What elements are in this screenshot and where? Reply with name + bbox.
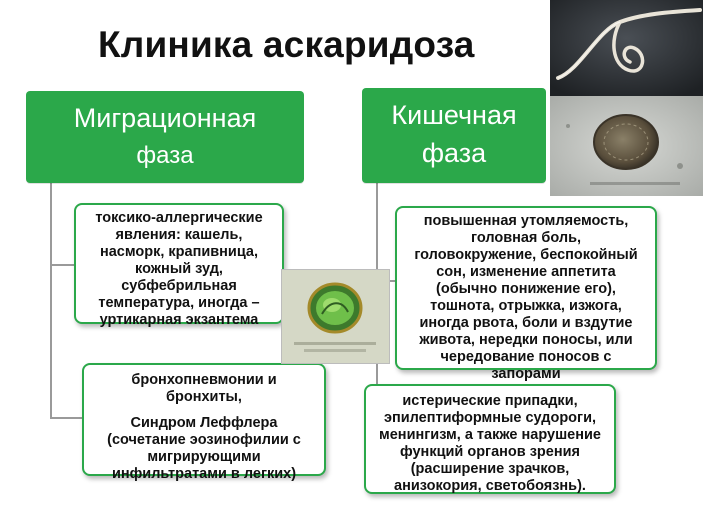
larva-microscope-photo bbox=[281, 269, 390, 364]
card-line: тошнота, отрыжка, изжога, bbox=[430, 298, 622, 314]
intestinal-phase-header bbox=[362, 88, 546, 183]
card-line: мигрирующими bbox=[147, 449, 261, 465]
card-line: живота, нередки поносы, или bbox=[419, 332, 633, 348]
card-line: повышенная утомляемость, bbox=[423, 213, 629, 229]
card-line: истерические припадки, bbox=[402, 393, 578, 409]
migration-phase-header bbox=[26, 91, 304, 183]
card-line: субфебрильная bbox=[121, 278, 237, 294]
card-line: (расширение зрачков, bbox=[410, 461, 570, 477]
card-line: уртикарная экзантема bbox=[99, 312, 259, 328]
card-line: функций органов зрения bbox=[400, 444, 580, 460]
connector-left-branch-1 bbox=[50, 264, 76, 266]
intestinal-symptoms-card bbox=[395, 206, 657, 382]
card-line: бронхиты, bbox=[166, 389, 242, 405]
page-title: Клиника аскаридоза bbox=[98, 24, 475, 65]
lung-symptoms-card bbox=[82, 363, 326, 482]
ascaris-egg-photo bbox=[550, 96, 703, 196]
card-line: анизокория, светобоязнь). bbox=[394, 478, 586, 494]
card-line: запорами bbox=[491, 366, 561, 382]
card-line: головная боль, bbox=[470, 230, 582, 246]
card-line: температура, иногда – bbox=[98, 295, 260, 311]
card-line: сон, изменение аппетита bbox=[436, 264, 616, 280]
card-line: (обычно понижение его), bbox=[436, 281, 616, 297]
card-line: кожный зуд, bbox=[135, 261, 223, 277]
card-line: (сочетание эозинофилии с bbox=[107, 432, 301, 448]
card-line: токсико-аллергические bbox=[95, 210, 263, 226]
card-spacer bbox=[84, 406, 324, 415]
migration-phase-title-line1: Миграционная bbox=[73, 103, 257, 133]
card-line: насморк, крапивница, bbox=[99, 244, 259, 260]
card-line: иногда рвота, боли и вздутие bbox=[419, 315, 633, 331]
intestinal-phase-title-line1: Кишечная bbox=[391, 100, 517, 130]
connector-left-trunk bbox=[50, 183, 52, 418]
allergic-symptoms-card bbox=[74, 203, 284, 328]
card-line: бронхопневмонии и bbox=[131, 372, 277, 388]
card-line: Синдром Леффлера bbox=[130, 415, 278, 431]
intestinal-phase-title-line2: фаза bbox=[421, 138, 487, 168]
card-line: инфильтратами в легких) bbox=[111, 466, 297, 482]
card-line: явления: кашель, bbox=[115, 227, 243, 243]
neurological-symptoms-card bbox=[364, 384, 616, 494]
card-line: чередование поносов с bbox=[440, 349, 612, 365]
card-line: менингизм, а также нарушение bbox=[379, 427, 601, 443]
card-line: эпилептиформные судороги, bbox=[383, 410, 597, 426]
card-line: головокружение, беспокойный bbox=[414, 247, 638, 263]
connector-left-branch-2 bbox=[50, 417, 84, 419]
roundworm-photo bbox=[550, 0, 703, 96]
migration-phase-title-line2: фаза bbox=[136, 142, 194, 169]
